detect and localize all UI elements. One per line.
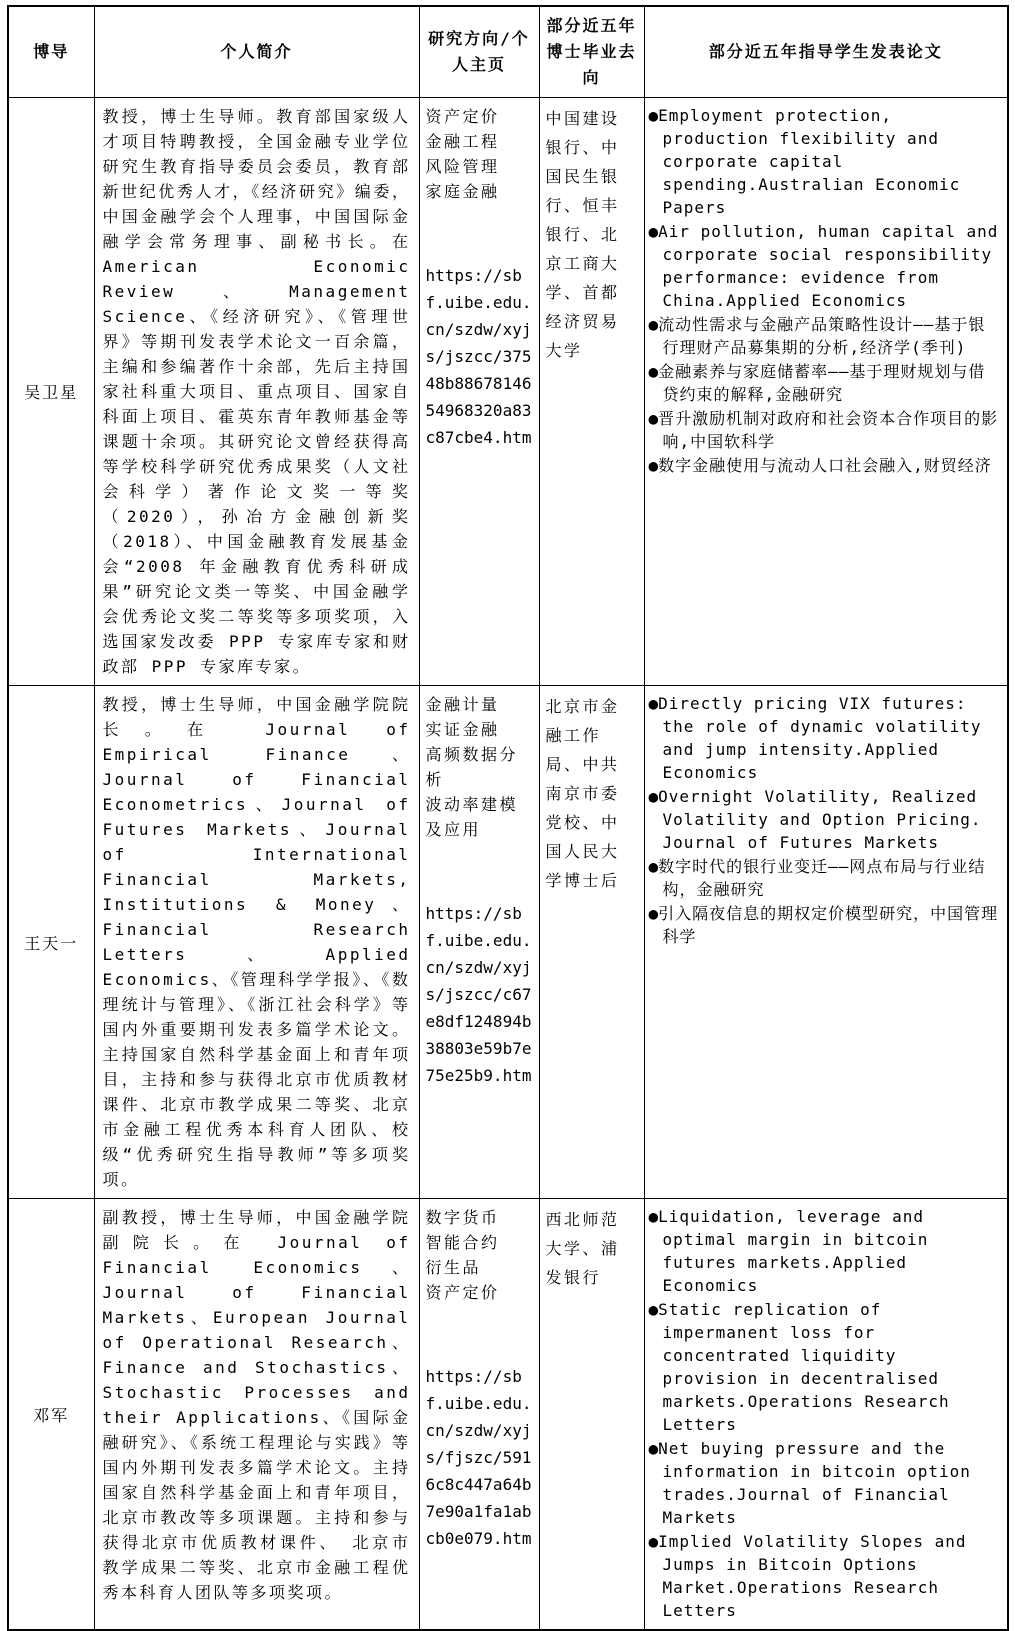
faculty-table [7,5,1009,1631]
header-research-homepage: 研究方向/个人主页 [419,6,539,98]
publication-item: ● 数字时代的银行业变迁——网点布局与行业结构，金融研究 [649,855,1002,901]
table-row [8,1199,1008,1631]
publication-item: ● 数字金融使用与流动人口社会融入,财贸经济 [649,454,1002,477]
supervisor-name: 吴卫星 [8,98,94,686]
publication-item: ● Air pollution, human capital and corporate social responsibility performance: evidence from China.Applied Economics [649,220,1002,312]
research-directions [426,1205,533,1305]
header-supervisor: 博导 [8,6,94,98]
research-direction: 高频数据分析 [425,745,519,789]
supervisor-name: 王天一 [8,686,94,1199]
research-directions [426,104,533,204]
research-direction: 风险管理 [425,157,500,176]
homepage-url: https://sbf.uibe.edu.cn/szdw/xyjs/fjszc/5916c8c447a64b7e90a1fa1abcb0e079.htm [425,1367,532,1548]
publications-list [649,692,1002,948]
research-direction: 实证金融 [425,720,500,739]
publications-cell [644,1199,1008,1631]
bio-text: 副教授，博士生导师，中国金融学院副院长。在 Journal of Financial Economics、Journal of Financial Markets、European Journal of Operational Research、Finance and Stochastics、 Stochastic Processes and their Applications、《国际金融研究》、《系统工程理论与实践》等国内外期刊发表多篇学术论文。主持国家自然科学基金面上和青年项目，北京市教改等多项课题。主持和参与获得北京市优质教材课件、 北京市教学成果二等奖、北京市金融工程优秀本科育人团队等多项奖项。 [94,1199,419,1631]
publication-item: ● Net buying pressure and the information in bitcoin option trades.Journal of Financial Markets [649,1437,1002,1529]
research-direction: 金融工程 [425,132,500,151]
bio-text: 教授，博士生导师。教育部国家级人才项目特聘教授，全国金融专业学位研究生教育指导委员会委员，教育部新世纪优秀人才，《经济研究》编委，中国金融学会个人理事，中国国际金融学会常务理事、副秘书长。在 American Economic Review、Management Science、《经济研究》、《管理世界》等期刊发表学术论文一百余篇，主编和参编著作十余部，先后主持国家社科重大项目、重点项目、国家自科面上项目、霍英东青年教师基金等课题十余项。其研究论文曾经获得高等学校科学研究优秀成果奖（人文社会科学）著作论文奖一等奖（2020），孙冶方金融创新奖（2018）、中国金融教育发展基金会“2008 年金融教育优秀科研成果”研究论文类一等奖、中国金融学会优秀论文奖二等奖等多项奖项，入选国家发改委 PPP 专家库专家和财政部 PPP 专家库专家。 [94,98,419,686]
publication-item: ● 金融素养与家庭储蓄率——基于理财规划与借贷约束的解释,金融研究 [649,360,1002,406]
table-header [8,6,1008,98]
header-row [8,6,1008,98]
publication-item: ● 晋升激励机制对政府和社会资本合作项目的影响,中国软科学 [649,407,1002,453]
research-homepage-cell [419,686,539,1199]
research-direction: 金融计量 [425,695,500,714]
publication-item: ● Employment protection, production flexibility and corporate capital spending.Australian Economic Papers [649,104,1002,219]
publications-cell [644,686,1008,1199]
table-row [8,98,1008,686]
homepage-url: https://sbf.uibe.edu.cn/szdw/xyjs/jszcc/c67e8df124894b38803e59b7e75e25b9.htm [425,904,532,1085]
research-direction: 资产定价 [425,107,500,126]
publication-item: ● 引入隔夜信息的期权定价模型研究，中国管理科学 [649,902,1002,948]
publication-item: ● Directly pricing VIX futures: the role of dynamic volatility and jump intensity.Applied Economics [649,692,1002,784]
research-directions [426,692,533,842]
homepage-url: https://sbf.uibe.edu.cn/szdw/xyjs/jszcc/37548b8867814654968320a83c87cbe4.htm [425,266,532,447]
graduate-destinations: 西北师范大学、浦发银行 [539,1199,644,1631]
publications-list [649,1205,1002,1622]
bio-text: 教授，博士生导师，中国金融学院院长。在 Journal of Empirical Finance、Journal of Financial Econometrics、Journal of Futures Markets、Journal of International Financial Markets, Institutions & Money、 Financial Research Letters、Applied Economics、《管理科学学报》、《数理统计与管理》、《浙江社会科学》等国内外重要期刊发表多篇学术论文。主持国家自然科学基金面上和青年项目，主持和参与获得北京市优质教材课件、北京市教学成果二等奖、北京市金融工程优秀本科育人团队、校级“优秀研究生指导教师”等多项奖项。 [94,686,419,1199]
publication-item: ● Liquidation, leverage and optimal margin in bitcoin futures markets.Applied Economics [649,1205,1002,1297]
research-direction: 家庭金融 [425,182,500,201]
publications-cell [644,98,1008,686]
publication-item: ● Overnight Volatility, Realized Volatility and Option Pricing. Journal of Futures Markets [649,785,1002,854]
header-publications: 部分近五年指导学生发表论文 [644,6,1008,98]
publication-item: ● 流动性需求与金融产品策略性设计——基于银行理财产品募集期的分析,经济学(季刊) [649,313,1002,359]
research-direction: 智能合约 [425,1233,500,1252]
header-bio: 个人简介 [94,6,419,98]
research-direction: 波动率建模及应用 [425,795,519,839]
graduate-destinations: 中国建设银行、中国民生银行、恒丰银行、北京工商大学、首都经济贸易大学 [539,98,644,686]
publications-list [649,104,1002,477]
research-direction: 资产定价 [425,1283,500,1302]
supervisor-name: 邓军 [8,1199,94,1631]
research-homepage-cell [419,98,539,686]
research-direction: 衍生品 [425,1258,482,1277]
publication-item: ● Static replication of impermanent loss for concentrated liquidity provision in decentralised markets.Operations Research Letters [649,1298,1002,1436]
graduate-destinations: 北京市金融工作局、中共南京市委党校、中国人民大学博士后 [539,686,644,1199]
research-homepage-cell [419,1199,539,1631]
research-direction: 数字货币 [425,1208,500,1227]
table-row [8,686,1008,1199]
header-graduate-destinations: 部分近五年博士毕业去向 [539,6,644,98]
table-body [8,98,1008,1631]
publication-item: ● Implied Volatility Slopes and Jumps in Bitcoin Options Market.Operations Research Letters [649,1530,1002,1622]
